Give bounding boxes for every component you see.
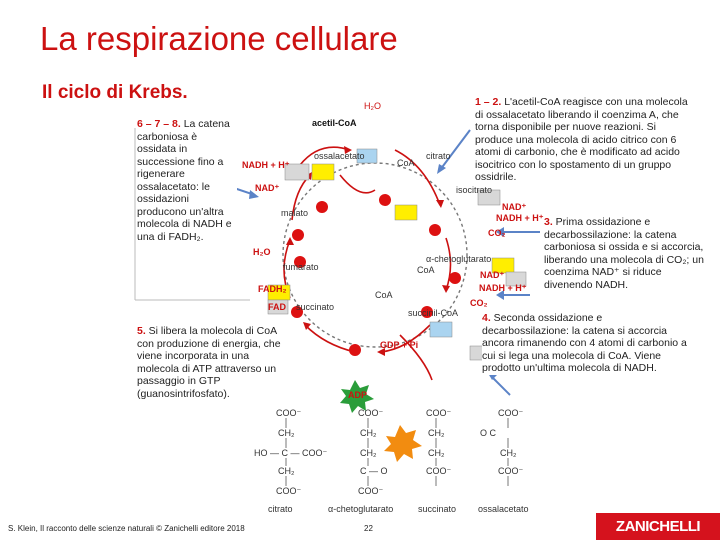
step-5-box xyxy=(137,325,289,400)
chem-col2-name: α-chetoglutarato xyxy=(328,504,394,514)
label-fad: FAD xyxy=(268,302,286,312)
label-nadh-right: NADH + H⁺ xyxy=(496,213,544,223)
label-nad-left: NAD⁺ xyxy=(255,183,280,193)
chem-akg-co: C — O xyxy=(360,466,388,476)
label-coa-low: CoA xyxy=(375,290,393,300)
label-nad-right: NAD⁺ xyxy=(502,202,527,212)
step-5-text: Si libera la molecola di CoA con produzione di energia, che viene incorporata in una molecola di ATP attraverso un passaggio in GTP (guanosintrifosfato). xyxy=(137,325,281,400)
step-6-8-box xyxy=(137,118,237,243)
chem-akg-ch2-b: CH₂ xyxy=(360,448,377,458)
label-succinil-coa: succinil-CoA xyxy=(408,308,459,318)
label-nadh-r2: NADH + H⁺ xyxy=(479,283,527,293)
step-3-number: 3. xyxy=(544,216,553,228)
label-succinato: succinato xyxy=(296,302,335,312)
label-co2-right: CO₂ xyxy=(488,228,506,238)
step-4-text: Seconda ossidazione e decarbossilazione: la catena si accorcia ancora rimanendo con 4 atomi di carbonio a cui si lega una molecola di CoA. Viene prodotto un'ultima molecola di NADH. xyxy=(482,312,687,374)
label-h2o-left: H₂O xyxy=(253,247,271,257)
chem-oaa-ch2: CH₂ xyxy=(500,448,517,458)
chem-citrato-ch2: CH₂ xyxy=(278,428,295,438)
page-number: 22 xyxy=(364,524,373,533)
label-alpha-chetoglutarato: α-chetoglutarato xyxy=(426,254,492,264)
chem-akg-coo-bottom: COO⁻ xyxy=(358,486,384,496)
step-3-text: Prima ossidazione e decarbossilazione: la catena carboniosa si ossida e si accorcia, liberando una molecola di CO₂; un coenzima NAD⁺ si riduce divenendo NADH. xyxy=(544,216,704,291)
chem-succ-coo-top: COO⁻ xyxy=(426,408,452,418)
chem-citrato-ho: HO — C — COO⁻ xyxy=(254,448,328,458)
publisher-logo: ZANICHELLI xyxy=(596,513,720,540)
label-coa-top: CoA xyxy=(397,158,415,168)
chem-akg-ch2: CH₂ xyxy=(360,428,377,438)
footer-citation: S. Klein, Il racconto delle scienze naturali © Zanichelli editore 2018 xyxy=(8,524,245,533)
chem-oaa-coo-bottom: COO⁻ xyxy=(498,466,524,476)
label-malato: malato xyxy=(281,208,309,218)
slide-title: La respirazione cellulare xyxy=(40,20,398,57)
step-6-8-text: La catena carboniosa è ossidata in successione fino a rigenerare ossalacetato: le ossidazioni producono un'altra molecola di NADH e una di FADH₂. xyxy=(137,118,232,243)
label-coa-mid: CoA xyxy=(417,265,435,275)
chem-succ-ch2: CH₂ xyxy=(428,428,445,438)
chem-citrato-ch2-b: CH₂ xyxy=(278,466,295,476)
label-nadh-left: NADH + H⁺ xyxy=(242,160,290,170)
label-h2o-top: H₂O xyxy=(364,101,381,111)
label-fadh2: FADH₂ xyxy=(258,284,287,294)
step-4-number: 4. xyxy=(482,312,491,324)
label-acetil-coa: acetil-CoA xyxy=(312,118,357,128)
label-gdp: GDP + Pi xyxy=(380,340,419,350)
chem-citrato-coo-bottom: COO⁻ xyxy=(276,486,302,496)
chem-succ-ch2-b: CH₂ xyxy=(428,448,445,458)
chem-oaa-oc: O C xyxy=(480,428,497,438)
chem-col4-name: ossalacetato xyxy=(478,504,529,514)
step-1-2-text: L'acetil-CoA reagisce con una molecola di ossalacetato liberando il coenzima A, che torna disponibile per nuove reazioni. Si produce una molecola di acido citrico con 6 atomi di carbonio, che è modificato ad acido isocitrico con lo spostamento di un gruppo ossidrile. xyxy=(475,96,688,183)
chem-citrato-coo-top: COO⁻ xyxy=(276,408,302,418)
label-nad-r2: NAD⁺ xyxy=(480,270,505,280)
label-adp: ADP xyxy=(348,390,368,400)
chem-oaa-coo-top: COO⁻ xyxy=(498,408,524,418)
label-isocitrato: isocitrato xyxy=(456,185,493,195)
chem-succ-coo-bottom: COO⁻ xyxy=(426,466,452,476)
energy-burst-icon xyxy=(384,425,422,462)
label-co2-r2: CO₂ xyxy=(470,298,488,308)
chem-col3-name: succinato xyxy=(418,504,457,514)
step-1-2-box xyxy=(475,96,693,184)
step-5-number: 5. xyxy=(137,325,146,337)
step-4-box xyxy=(482,312,688,375)
label-fumarato: fumarato xyxy=(283,262,319,272)
step-6-8-number: 6 – 7 – 8. xyxy=(137,118,181,130)
slide-subtitle: Il ciclo di Krebs. xyxy=(42,82,188,103)
step-3-box xyxy=(544,216,704,291)
label-ossalacetato: ossalacetato xyxy=(314,151,365,161)
step-1-2-number: 1 – 2. xyxy=(475,96,502,108)
chem-col1-name: citrato xyxy=(268,504,293,514)
label-citrato: citrato xyxy=(426,151,451,161)
chem-akg-coo-top: COO⁻ xyxy=(358,408,384,418)
